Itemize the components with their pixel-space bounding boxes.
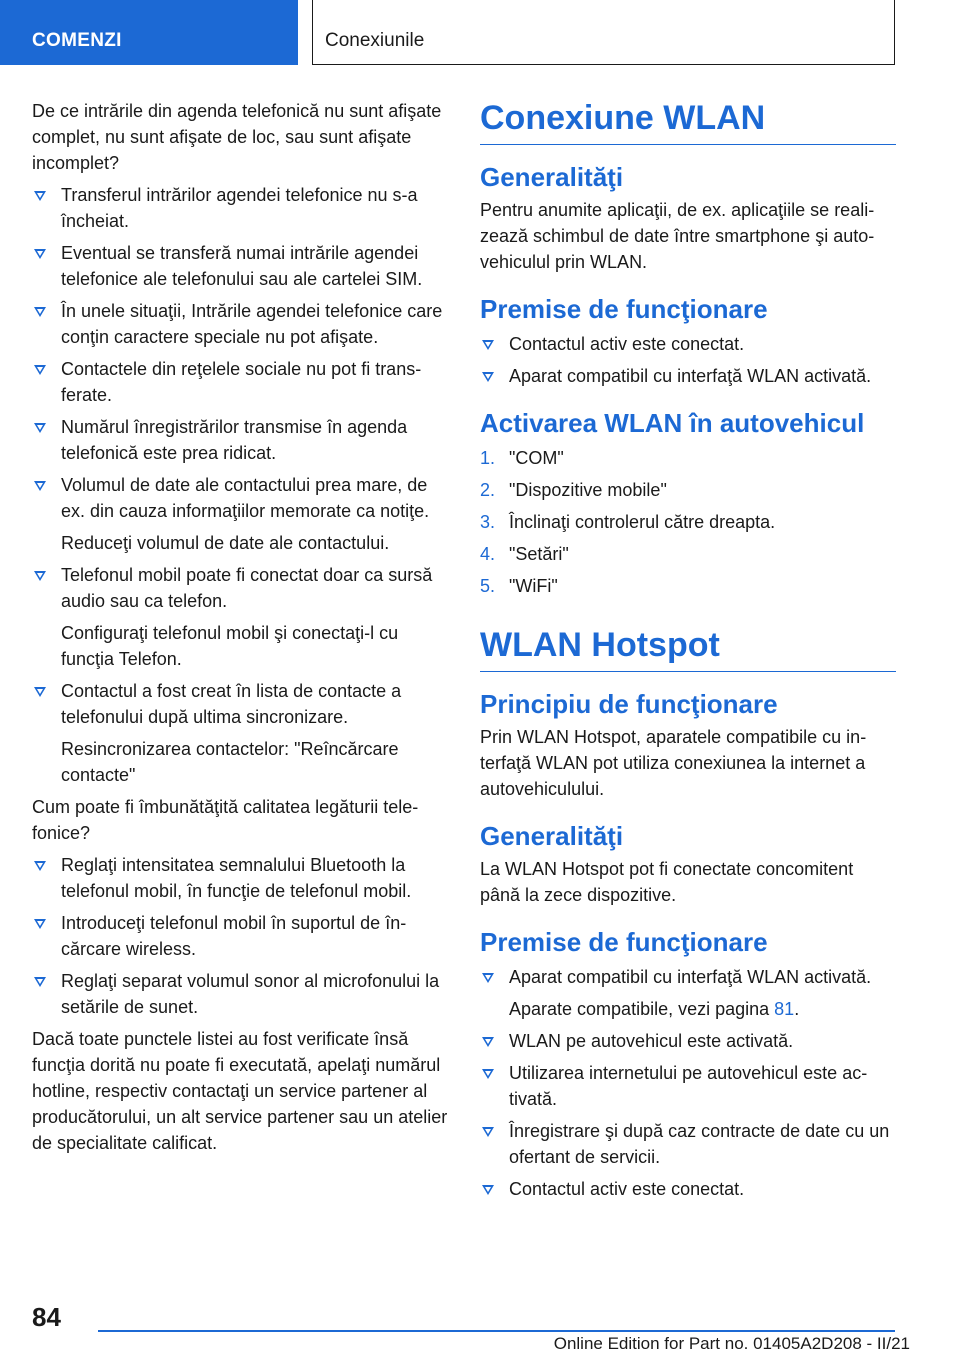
list-subtext: Resincronizarea contactelor: "Reîncărcare contacte": [61, 739, 399, 785]
general-1-text: Pentru anumite aplicaţii, de ex. aplicaţiile se realizează schimbul de date între smartphone şi autovehiculul prin WLAN.: [480, 200, 875, 272]
question-1: De ce intrările din agenda telefonică nu sunt afişate complet, nu sunt afişate de loc, sau sunt afişate incomplet?: [32, 101, 442, 173]
footer-edition: Online Edition for Part no. 01405A2D208 - II/21: [553, 1334, 910, 1353]
list-subtext: Aparate compatibile, vezi pagina 81.: [509, 999, 800, 1019]
bullet-triangle-icon: [34, 571, 46, 581]
bullet-triangle-icon: [34, 249, 46, 259]
heading-general-1: Generalităţi: [480, 162, 624, 192]
page-link[interactable]: 81: [774, 999, 795, 1019]
bullet-triangle-icon: [34, 307, 46, 317]
right-column: [480, 98, 896, 1202]
chapter-tab: [312, 0, 895, 65]
closing-paragraph: Dacă toate punctele listei au fost verificate însă funcţia dorită nu poate fi executată, apelaţi numărul hotline, respectiv contactaţi un service partener al producătorului, un alt service partener sau un atelier de specialitate calificat.: [32, 1029, 448, 1153]
heading-prerequisites-1: Premise de funcţionare: [480, 294, 768, 324]
list-item: Eventual se transferă numai intrările agendei telefonice ale telefonului sau ale cartelei SIM.: [32, 240, 448, 292]
list-item: Înregistrare şi după caz contracte de date cu un ofertant de servicii.: [480, 1118, 896, 1170]
heading-prerequisites-2: Premise de funcţionare: [480, 927, 768, 957]
chapter-title: Conexiunile: [325, 30, 425, 51]
list-subtext: Reduceţi volumul de date ale contactului.: [61, 533, 390, 553]
section-title: COMENZI: [32, 30, 122, 51]
list-item: Transferul intrărilor agendei telefonice nu s-a încheiat.: [32, 182, 448, 234]
step-item: 5. "WiFi": [480, 576, 558, 596]
bullet-triangle-icon: [482, 372, 494, 382]
footer-divider: [98, 1330, 895, 1332]
bullet-triangle-icon: [34, 977, 46, 987]
principle-text: Prin WLAN Hotspot, aparatele compatibile cu interfaţă WLAN pot utiliza conexiunea la internet a autovehiculului.: [480, 727, 867, 799]
bullet-triangle-icon: [482, 1127, 494, 1137]
list-item: Telefonul mobil poate fi conectat doar ca sursă audio sau ca telefon.: [32, 562, 448, 614]
list-item: Numărul înregistrărilor transmise în agenda telefonică este prea ridicat.: [32, 414, 448, 466]
bullet-triangle-icon: [482, 973, 494, 983]
general-2-text: La WLAN Hotspot pot fi conectate concomitent până la zece dispozitive.: [480, 859, 854, 905]
left-column: [32, 98, 448, 1162]
bullet-triangle-icon: [34, 365, 46, 375]
heading-wlan-hotspot: WLAN Hotspot: [480, 625, 896, 672]
bullet-triangle-icon: [482, 1037, 494, 1047]
bullet-triangle-icon: [482, 1185, 494, 1195]
list-item: Introduceţi telefonul mobil în suportul de încărcare wireless.: [32, 910, 448, 962]
list-item: Aparat compatibil cu interfaţă WLAN activată.: [480, 363, 896, 389]
list-item: Utilizarea internetului pe autovehicul este activată.: [480, 1060, 896, 1112]
list-item: În unele situaţii, Intrările agendei telefonice care conţin caractere speciale nu pot afişate.: [32, 298, 448, 350]
step-item: 1. "COM": [480, 448, 564, 468]
bullet-triangle-icon: [34, 191, 46, 201]
step-item: 3. Înclinaţi controlerul către dreapta.: [480, 512, 776, 532]
list-item: WLAN pe autovehicul este activată.: [480, 1028, 896, 1054]
list-item: Aparat compatibil cu interfaţă WLAN activată.: [480, 964, 896, 990]
step-item: 4. "Setări": [480, 544, 569, 564]
heading-general-2: Generalităţi: [480, 821, 624, 851]
bullet-triangle-icon: [34, 919, 46, 929]
bullet-triangle-icon: [482, 340, 494, 350]
list-item: Contactele din reţelele sociale nu pot fi transferate.: [32, 356, 448, 408]
list-item: Contactul activ este conectat.: [480, 331, 896, 357]
bullet-triangle-icon: [34, 481, 46, 491]
list-subtext: Configuraţi telefonul mobil şi conectaţi-l cu funcţia Telefon.: [61, 623, 399, 669]
bullet-triangle-icon: [482, 1069, 494, 1079]
list-item: Reglaţi separat volumul sonor al microfonului la setările de sunet.: [32, 968, 448, 1020]
bullet-triangle-icon: [34, 423, 46, 433]
question-2: Cum poate fi îmbunătăţită calitatea legăturii telefonice?: [32, 797, 419, 843]
heading-activate-wlan: Activarea WLAN în autovehicul: [480, 408, 865, 438]
step-item: 2. "Dispozitive mobile": [480, 480, 667, 500]
section-tab: [0, 0, 298, 65]
list-item: Contactul activ este conectat.: [480, 1176, 896, 1202]
page-number: 84: [32, 1302, 61, 1332]
heading-principle: Principiu de funcţionare: [480, 689, 778, 719]
list-item: Volumul de date ale contactului prea mare, de ex. din cauza informaţiilor memorate ca notiţe.: [32, 472, 448, 524]
bullet-triangle-icon: [34, 687, 46, 697]
heading-wlan-connection: Conexiune WLAN: [480, 98, 896, 145]
list-item: Reglaţi intensitatea semnalului Bluetooth la telefonul mobil, în funcţie de telefonul mobil.: [32, 852, 448, 904]
list-item: Contactul a fost creat în lista de contacte a telefonului după ultima sincronizare.: [32, 678, 448, 730]
bullet-triangle-icon: [34, 861, 46, 871]
